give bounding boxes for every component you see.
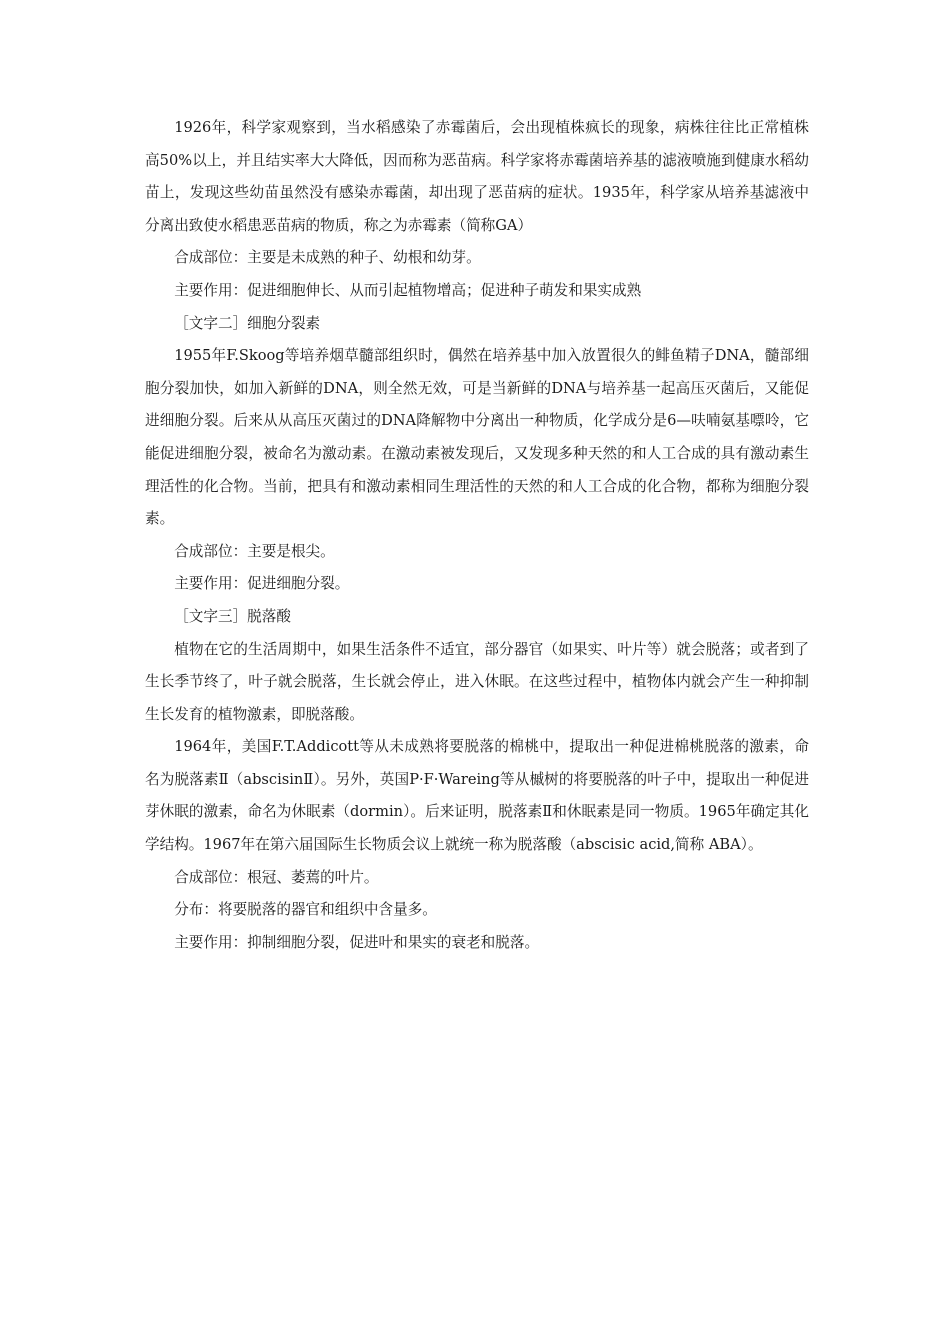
paragraph-gibberellin-function: 主要作用：促进细胞伸长、从而引起植物增高；促进种子萌发和果实成熟 [174,281,642,299]
paragraph-gibberellin-history: 1926年，科学家观察到，当水稻感染了赤霉菌后，会出现植株疯长的现象，病株往往比正常植株高50%以上，并且结实率大大降低，因而称为恶苗病。科学家将赤霉菌培养基的滤液喷施到健康水稻幼苗上，发现这些幼苗虽然没有感染赤霉菌，却出现了恶苗病的症状。1935年，科学家从培养基滤液中分离出致使水稻患恶苗病的物质，称之为赤霉素（简称GA） [145,119,809,234]
paragraph-cytokinin-synthesis-site: 合成部位：主要是根尖。 [174,542,335,560]
paragraph-abscisic-acid-distribution: 分布：将要脱落的器官和组织中含量多。 [174,901,437,919]
section-heading-abscisic-acid: ［文字三］脱落酸 [174,607,291,625]
paragraph-abscisic-acid-function: 主要作用：抑制细胞分裂，促进叶和果实的衰老和脱落。 [174,933,540,951]
paragraph-abscisic-acid-history: 1964年，美国F.T.Addicott等从未成熟将要脱落的棉桃中，提取出一种促进棉桃脱落的激素，命名为脱落素Ⅱ（abscisinⅡ）。另外，英国P·F·Wareing等从槭树的将要脱落的叶子中，提取出一种促进芽休眠的激素，命名为休眠素（dormin）。后来证明，脱落素Ⅱ和休眠素是同一物质。1965年确定其化学结构。1967年在第六届国际生长物质会议上就统一称为脱落酸（abscisic acid,简称 ABA）。 [145,738,809,854]
paragraph-abscisic-acid-intro: 植物在它的生活周期中，如果生活条件不适宜，部分器官（如果实、叶片等）就会脱落；或者到了生长季节终了，叶子就会脱落，生长就会停止，进入休眠。在这些过程中，植物体内就会产生一种抑制生长发育的植物激素，即脱落酸。 [145,640,809,723]
document-page [145,112,809,959]
paragraph-cytokinin-function: 主要作用：促进细胞分裂。 [174,575,350,593]
paragraph-gibberellin-synthesis-site: 合成部位：主要是未成熟的种子、幼根和幼芽。 [174,249,481,267]
paragraph-abscisic-acid-synthesis-site: 合成部位：根冠、萎蔫的叶片。 [174,868,379,886]
section-heading-cytokinin: ［文字二］细胞分裂素 [174,314,321,332]
paragraph-cytokinin-history: 1955年F.Skoog等培养烟草髓部组织时，偶然在培养基中加入放置很久的鲱鱼精子DNA，髓部细胞分裂加快，如加入新鲜的DNA，则全然无效，可是当新鲜的DNA与培养基一起高压灭菌后，又能促进细胞分裂。后来从从高压灭菌过的DNA降解物中分离出一种物质，化学成分是6—呋喃氨基嘌呤，它能促进细胞分裂，被命名为激动素。在激动素被发现后，又发现多种天然的和人工合成的具有激动素生理活性的化合物。当前，把具有和激动素相同生理活性的天然的和人工合成的化合物，都称为细胞分裂素。 [145,347,809,528]
